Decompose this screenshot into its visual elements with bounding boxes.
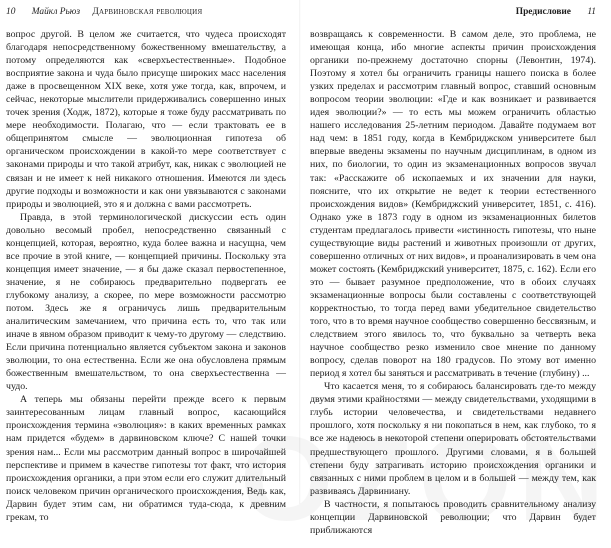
right-page [300,0,600,536]
left-page-body [6,28,286,524]
left-running-header [6,6,286,28]
right-running-header [310,6,596,28]
left-page [0,0,300,523]
paragraph: Что касается меня, то я собираюсь балансировать где-то между двумя этими крайностями — между свидетельствами, уходящими в глубь истории человечества, и свидетельствами недавнего прошлого, хотя поскольку я ни покопаться в нем, как глубоко, то я все же надеюсь в некоторой степени оперировать обстоятельствами предшествующего прошлого. Другими словами, я в большей степени буду затрагивать историю происхождения органики и связанных с ними проблем в целом и в большей — между тем, как развиваясь Дарвиниану. [310,381,596,497]
running-header-section: Предисловие [515,7,571,17]
paragraph: Правда, в этой терминологической дискуссии есть один довольно весомый пробел, непосредственно связанный с концепцией, которая, вероятно, куда более важна и насущна, чем все прочие в этой книге, — концепцией причины. Поскольку эта концепция имеет значение, — я бы даже сказал первостепенное, значение, я не собираюсь предварительно подвергать ее глубокому анализу, а скорее, по мере возможности рассмотрю потом. Здесь же я ограничусь лишь предварительным аналитическим замечанием, что причина есть то, что так или иначе в явном образом приводит к чему-то другому — следствию. Если причина потенциально является субъектом закона и законов эволюции, то она естественна. Если же она обусловлена прямым божественным вмешательством, то она сверхъестественна — чудо. [6,211,286,393]
running-header-author: Майкл Рьюз [31,7,81,17]
paragraph: А теперь мы обязаны перейти прежде всего к первым заинтересованным лицам главный вопрос, касающийся происхождения термина «эволюция»: в каких временных рамках нам придется «будем» в дарвиновском ключе? С нашей точки зрения нам... Если мы рассмотрим данный вопрос в широчайшей перспективе и примем в качестве гипотезы тот факт, что история происхождения органики, а при этом если его служит длительный поиск человеком причин органического происхождения, Ведь как, Дарвин будет этим сам, ни обратимся туда-сюда, к древним грекам, то [6,394,286,523]
paragraph: возвращаясь к современности. В самом деле, это проблема, не имеющая конца, ибо многие аспекты причин происхождения органики по-прежнему достаточно спорны (Левонтин, 1974). Поэтому я хотел бы ограничить границы нашего поиска в более узких пределах и рассмотрим главный вопрос, ставший основным вопросом теории эволюции: «Где и как возникает и развивается идея эволюции?» — то есть мы можем ограничить областью нашего исследования 25-летним периодом. Давайте подумаем вот над чем: в 1851 году, когда в Кембриджском университете был впервые введены экзамены по научным дисциплинам, в одном из них, по биологии, то один из экзаменационных вопросов звучал так: «Расскажите об ископаемых и их значении для науки, поясните, что их открытие не ведет к теории естественного происхождения видов» (Кембриджский университет, 1851, с. 416). Однако уже в 1873 году в одном из экзаменационных билетов студентам предлагалось привести «истинность гипотезы, что ныне существующие виды растений и животных произошли от других, совершенно отличных от них видов», и проанализировать в чем она может состоять (Кембриджский университет, 1875, с. 162). Если его это — бывает разумное предположение, что в обоих случаях экзаменационные вопросы были составлены с соответствующей корректностью, то тогда перед вами убедительное свидетельство того, что в то время научное сообщество совершенно бессвязным, и следствием этого явилось то, что буквально за четверть века научное сообщество резко изменило свое мнение по данному вопросу, сделав поворот на 180 градусов. По этому вот именно период я хотел бы заняться и рассматривать в течение (глубину) ... [310,29,596,380]
paragraph: вопрос другой. В целом же считается, что чудеса происходят благодаря непосредственному божественному вмешательству, а потому определяются как «сверхъестественные». Подобное восприятие закона и чуда было присуще широких масс населения даже в просвещенном XIX веке, хотя уже тогда, как, впрочем, и сейчас, некоторые мыслители придерживались совершенно иных точек зрения (Ходж, 1872), которые я тоже буду рассматривать по мере необходимости. Полагаю, что — если трактовать ее в общепринятом смысле — эволюционная гипотеза об органическом происхождении в какой-то мере соответствует с законами природы и что такой атрибут, как, никак с эволюцией не связан и не имеет к ней никакого отношения. Имеются ли здесь другие подходы и возможности и как они увязываются с законами природы и эволюцией, это я и должна с вами рассмотреть. [6,29,286,210]
right-page-number: 11 [587,7,596,17]
right-page-body [310,28,596,537]
running-header-book-title: Дарвиновская революция [92,7,203,17]
left-page-number: 10 [6,7,16,17]
paragraph: В частности, я попытаюсь проводить сравнительному анализу концепции Дарвиновской революции; что Дарвин будет приближаются [310,498,596,536]
